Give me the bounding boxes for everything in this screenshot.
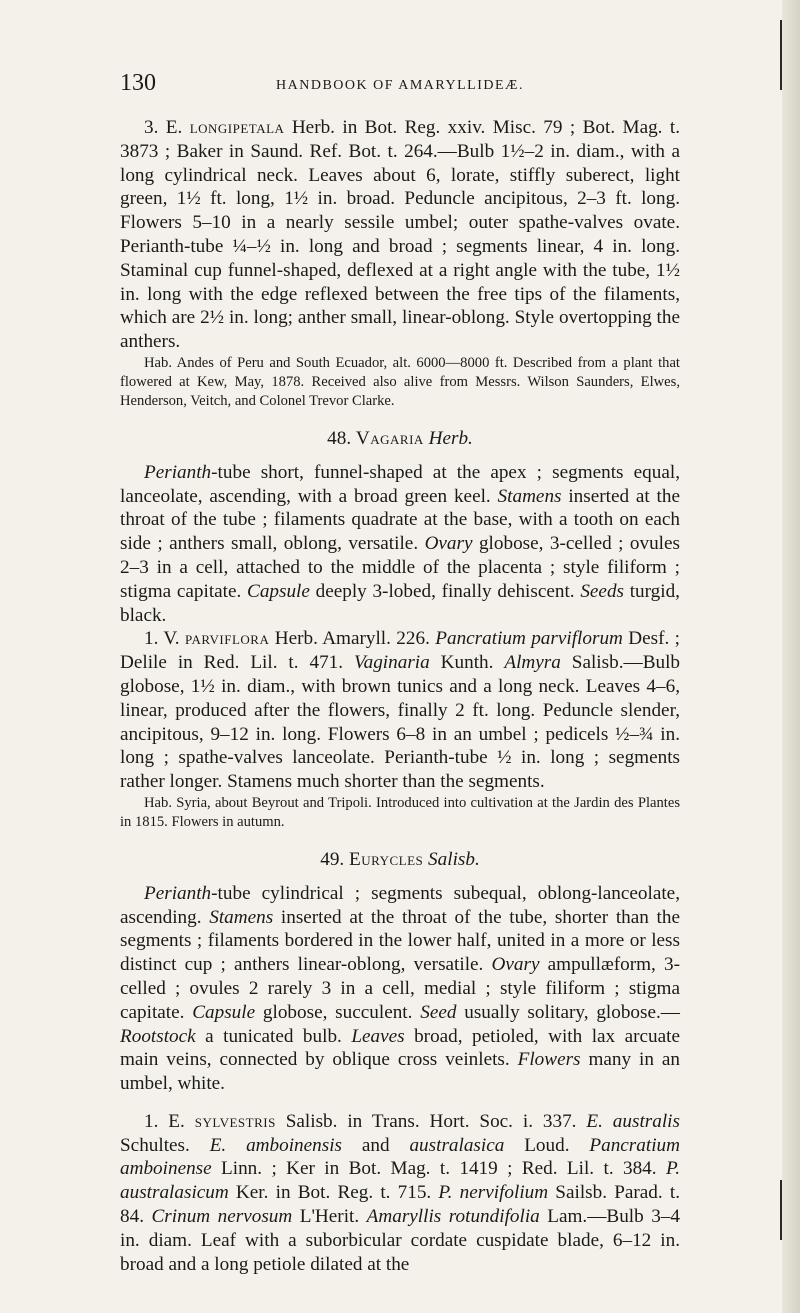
genus-authority: Salisb. xyxy=(428,848,480,870)
term-label: Stamens xyxy=(497,485,562,507)
citation-text: Salisb. in Trans. Hort. Soc. i. 337. xyxy=(275,1110,587,1132)
citation-text: Desf. ; Delile in Red. Lil. t. 471. xyxy=(120,628,680,674)
page-edge-line xyxy=(780,20,782,90)
habitat-note: Hab. Syria, about Beyrout and Tripoli. Introduced into cultivation at the Jardin des Plantes in 1815. Flowers in autumn. xyxy=(120,794,680,830)
term-text: deeply 3-lobed, finally dehiscent. xyxy=(309,580,581,602)
species-number: 1. E. xyxy=(144,1110,185,1132)
synonym: Pancratium parviflorum xyxy=(435,628,623,650)
citation-text: and xyxy=(342,1134,410,1156)
term-label: Ovary xyxy=(424,533,473,555)
genus-authority: Herb. xyxy=(428,427,473,449)
synonym: Pancratium amboinense xyxy=(120,1134,680,1180)
species-name: parviflora xyxy=(184,628,270,650)
species-description: Lam.—Bulb 3–4 in. diam. Leaf with a suborbicular cordate cuspidate blade, 6–12 in. broad and a long petiole dilated at the xyxy=(120,1206,680,1275)
species-entry-parviflora xyxy=(120,627,680,794)
genus-name: Vagaria xyxy=(355,427,424,449)
term-label: Flowers xyxy=(517,1049,581,1071)
term-text: -tube cylindrical ; segments subequal, oblong-lanceolate, ascending. xyxy=(120,882,680,928)
synonym: Almyra xyxy=(504,652,561,674)
genus-number: 49. xyxy=(320,848,345,870)
term-label: Perianth xyxy=(144,882,212,904)
term-text: inserted at the throat of the tube, shorter than the segments ; filaments bordered in the lower half, united in a more or less distinct cup ; anthers linear-oblong, versatile. xyxy=(120,906,680,976)
citation-text: Loud. xyxy=(504,1134,590,1156)
synonym: australasica xyxy=(409,1134,505,1156)
term-label: Ovary xyxy=(491,954,540,976)
species-number: 1. V. xyxy=(144,628,180,650)
term-text: turgid, black. xyxy=(120,580,680,626)
synonym: P. australasicum xyxy=(120,1158,680,1204)
term-text: many in an umbel, white. xyxy=(120,1049,680,1095)
genus-name: Eurycles xyxy=(349,848,424,870)
citation-text: Schultes. xyxy=(120,1134,210,1156)
term-label: Perianth xyxy=(144,461,212,483)
genus-heading-vagaria xyxy=(120,427,680,451)
genus-number: 48. xyxy=(327,427,352,449)
synonym: Crinum nervosum xyxy=(151,1206,293,1228)
synonym: E. australis xyxy=(586,1110,680,1132)
citation-text: L'Herit. xyxy=(292,1206,367,1228)
term-text: broad, petioled, with lax arcuate main veins, connected by oblique cross veinlets. xyxy=(120,1025,680,1071)
synonym: P. nervifolium xyxy=(438,1182,549,1204)
page-edge-line xyxy=(780,1180,782,1240)
synonym: Amaryllis rotundifolia xyxy=(366,1206,540,1228)
synonym: E. amboinensis xyxy=(209,1134,343,1156)
term-label: Leaves xyxy=(351,1025,405,1047)
term-text: ampullæform, 3-celled ; ovules 2 rarely 3 in a cell, medial ; style filiform ; stigma capitate. xyxy=(120,954,680,1023)
species-entry-sylvestris xyxy=(120,1110,680,1277)
citation-text: Linn. ; Ker in Bot. Mag. t. 1419 ; Red. Lil. t. 384. xyxy=(211,1158,666,1180)
genus-description-eurycles xyxy=(120,882,680,1096)
species-description: Herb. in Bot. Reg. xxiv. Misc. 79 ; Bot. Mag. t. 3873 ; Baker in Saund. Ref. Bot. t. 264.—Bulb 1½–2 in. diam., with a long cylindrical neck. Leaves about 6, lorate, stiffly suberect, light green, 1½ ft. long, 1½ in. broad. Peduncle ancipitous, 2–3 ft. long. Flowers 5–10 in a nearly sessile umbel; outer spathe-valves ovate. Perianth-tube ¼–½ in. long and broad ; segments linear, 4 in. long. Staminal cup funnel-shaped, deflexed at a right angle with the tube, 1½ in. long with the edge reflexed between the free tips of the filaments, which are 2½ in. long; anther small, linear-oblong. Style overtopping the anthers. xyxy=(120,117,680,353)
term-label: Stamens xyxy=(209,906,274,928)
term-text: a tunicated bulb. xyxy=(195,1025,352,1047)
term-label: Seed xyxy=(420,1001,457,1023)
term-label: Seeds xyxy=(580,580,624,602)
term-text: globose, succulent. xyxy=(255,1001,421,1023)
page-number: 130 xyxy=(120,70,156,96)
species-name: sylvestris xyxy=(194,1110,276,1132)
term-label: Capsule xyxy=(247,580,310,602)
citation-text: Sailsb. Parad. t. 84. xyxy=(120,1182,681,1228)
page-body xyxy=(120,116,680,1276)
term-text: usually solitary, globose.— xyxy=(456,1001,680,1023)
genus-heading-eurycles xyxy=(120,848,680,872)
genus-description-vagaria xyxy=(120,461,680,628)
species-number: 3. E. xyxy=(144,117,183,138)
citation-text: Kunth. xyxy=(429,652,505,674)
page-header xyxy=(120,70,680,100)
citation-text: Herb. Amaryll. 226. xyxy=(269,628,436,650)
citation-text: Ker. in Bot. Reg. t. 715. xyxy=(228,1182,439,1204)
term-label: Rootstock xyxy=(120,1025,196,1047)
species-entry-longipetala xyxy=(120,116,680,354)
paragraph-gap xyxy=(120,1096,680,1110)
term-text: globose, 3-celled ; ovules 2–3 in a cell, attached to the middle of the placenta ; style filiform ; stigma capitate. xyxy=(120,533,680,602)
species-name: longipetala xyxy=(189,117,285,138)
running-head: HANDBOOK OF AMARYLLIDEÆ. xyxy=(276,78,524,93)
term-text: inserted at the throat of the tube ; filaments quadrate at the base, with a tooth on each side ; anthers small, oblong, versatile. xyxy=(120,485,681,555)
term-label: Capsule xyxy=(192,1001,256,1023)
species-description: Salisb.—Bulb globose, 1½ in. diam., with brown tunics and a long neck. Leaves 4–6, linear, produced after the flowers, finally 2 ft. long. Peduncle slender, ancipitous, 9–12 in. long. Flowers 6–8 in an umbel ; pedicels ½–¾ in. long ; spathe-valves lanceolate. Perianth-tube ½ in. long ; segments rather longer. Stamens much shorter than the segments. xyxy=(120,652,681,793)
synonym: Vaginaria xyxy=(354,652,430,674)
page-edge-shadow xyxy=(782,0,800,1313)
term-text: -tube short, funnel-shaped at the apex ; segments equal, lanceolate, ascending, with a broad green keel. xyxy=(120,461,680,507)
habitat-note: Hab. Andes of Peru and South Ecuador, alt. 6000—8000 ft. Described from a plant that flowered at Kew, May, 1878. Received also alive from Messrs. Wilson Saunders, Elwes, Henderson, Veitch, and Colonel Trevor Clarke. xyxy=(120,354,680,409)
